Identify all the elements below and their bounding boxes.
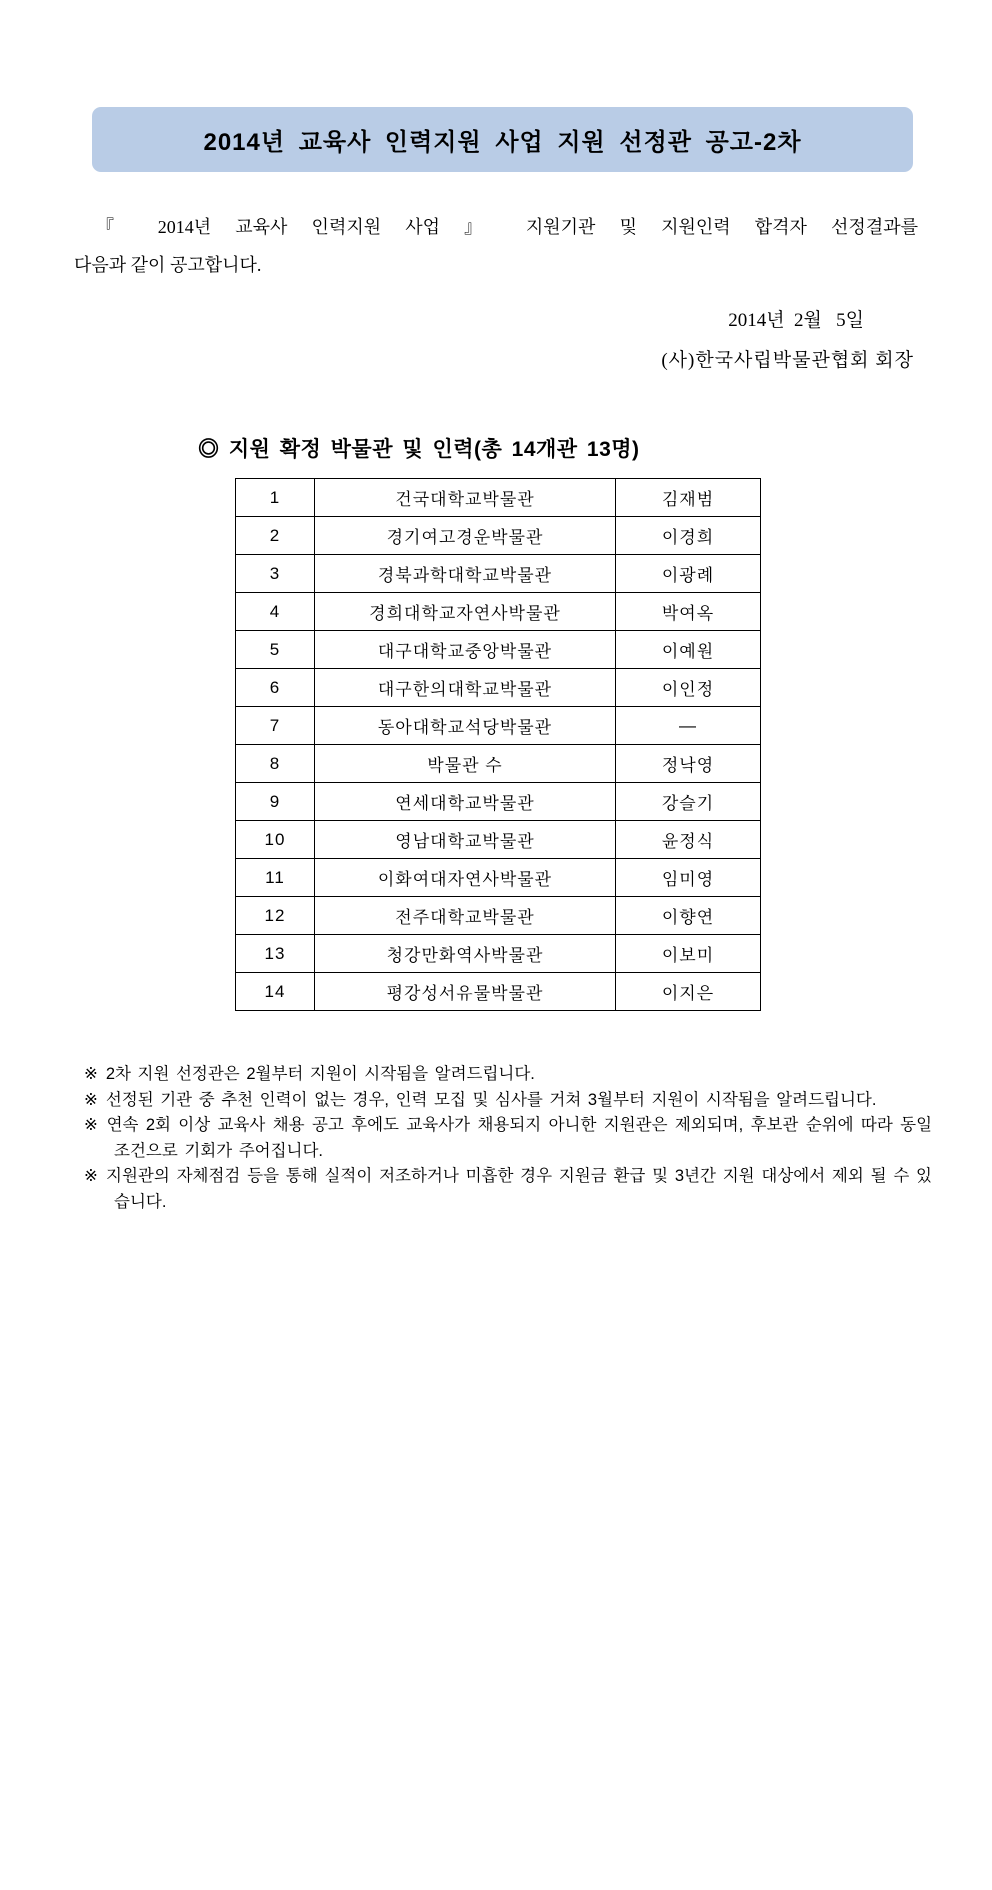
table-row (236, 479, 761, 517)
intro-paragraph (74, 208, 918, 284)
announcement-date: 2014년 2월 5일 (728, 310, 864, 331)
museum-cell: 동아대학교석당박물관 (315, 707, 616, 745)
row-number-cell: 14 (236, 973, 315, 1011)
person-cell: 이경희 (616, 517, 761, 555)
museum-cell: 경희대학교자연사박물관 (315, 593, 616, 631)
museum-cell: 청강만화역사박물관 (315, 935, 616, 973)
signer: (사)한국사립박물관협회 회장 (661, 350, 914, 371)
intro-line-1: 『 2014년 교육사 인력지원 사업 』 지원기관 및 지원인력 합격자 선정결과를 (96, 217, 918, 237)
person-cell: 강슬기 (616, 783, 761, 821)
table-row (236, 517, 761, 555)
row-number-cell: 13 (236, 935, 315, 973)
row-number-cell: 5 (236, 631, 315, 669)
intro-line-2: 다음과 같이 공고합니다. (74, 255, 262, 275)
footnote-text: 2차 지원 선정관은 2월부터 지원이 시작됨을 알려드립니다. (105, 1065, 535, 1083)
person-cell: — (616, 707, 761, 745)
person-cell: 박여옥 (616, 593, 761, 631)
reference-mark-icon: ※ (84, 1116, 99, 1134)
table-row (236, 707, 761, 745)
row-number-cell: 8 (236, 745, 315, 783)
person-cell: 윤정식 (616, 821, 761, 859)
table-row (236, 555, 761, 593)
row-number-cell: 9 (236, 783, 315, 821)
museum-cell: 이화여대자연사박물관 (315, 859, 616, 897)
row-number-cell: 3 (236, 555, 315, 593)
footnote-item (84, 1088, 932, 1114)
footnote-text: 연속 2회 이상 교육사 채용 공고 후에도 교육사가 채용되지 아니한 지원관은 제외되며, 후보관 순위에 따라 동일조건으로 기회가 주어집니다. (106, 1116, 933, 1160)
reference-mark-icon: ※ (84, 1167, 99, 1185)
title-banner (92, 107, 913, 172)
reference-mark-icon: ※ (84, 1090, 98, 1109)
person-cell: 이예원 (616, 631, 761, 669)
person-cell: 김재범 (616, 479, 761, 517)
row-number-cell: 11 (236, 859, 315, 897)
museum-cell: 경북과학대학교박물관 (315, 555, 616, 593)
section-heading: ◎ 지원 확정 박물관 및 인력(총 14개관 13명) (198, 438, 640, 461)
row-number-cell: 10 (236, 821, 315, 859)
row-number-cell: 2 (236, 517, 315, 555)
row-number-cell: 1 (236, 479, 315, 517)
row-number-cell: 12 (236, 897, 315, 935)
museum-cell: 영남대학교박물관 (315, 821, 616, 859)
table-row (236, 821, 761, 859)
table-row (236, 631, 761, 669)
person-cell: 이보미 (616, 935, 761, 973)
person-cell: 정낙영 (616, 745, 761, 783)
table-row (236, 783, 761, 821)
footnote-item (84, 1164, 932, 1215)
selected-museums-table (235, 478, 761, 1011)
museum-cell: 건국대학교박물관 (315, 479, 616, 517)
museum-cell: 박물관 수 (315, 745, 616, 783)
person-cell: 이광례 (616, 555, 761, 593)
table-row (236, 859, 761, 897)
person-cell: 이지은 (616, 973, 761, 1011)
footnote-item (84, 1062, 932, 1088)
page-title: 2014년 교육사 인력지원 사업 지원 선정관 공고-2차 (203, 129, 802, 156)
table-row (236, 593, 761, 631)
museum-cell: 대구한의대학교박물관 (315, 669, 616, 707)
table-row (236, 973, 761, 1011)
table-row (236, 669, 761, 707)
table-row (236, 745, 761, 783)
row-number-cell: 4 (236, 593, 315, 631)
person-cell: 이인정 (616, 669, 761, 707)
footnote-text: 선정된 기관 중 추천 인력이 없는 경우, 인력 모집 및 심사를 거쳐 3월부터 지원이 시작됨을 알려드립니다. (105, 1090, 877, 1109)
table-row (236, 897, 761, 935)
museum-cell: 전주대학교박물관 (315, 897, 616, 935)
person-cell: 이향연 (616, 897, 761, 935)
reference-mark-icon: ※ (84, 1065, 98, 1083)
footnotes (84, 1062, 932, 1215)
museum-cell: 경기여고경운박물관 (315, 517, 616, 555)
museum-cell: 연세대학교박물관 (315, 783, 616, 821)
museum-cell: 평강성서유물박물관 (315, 973, 616, 1011)
museum-cell: 대구대학교중앙박물관 (315, 631, 616, 669)
table-row (236, 935, 761, 973)
person-cell: 임미영 (616, 859, 761, 897)
footnote-text: 지원관의 자체점검 등을 통해 실적이 저조하거나 미흡한 경우 지원금 환급 및 3년간 지원 대상에서 제외 될 수 있습니다. (106, 1167, 932, 1211)
row-number-cell: 7 (236, 707, 315, 745)
row-number-cell: 6 (236, 669, 315, 707)
footnote-item (84, 1113, 932, 1164)
